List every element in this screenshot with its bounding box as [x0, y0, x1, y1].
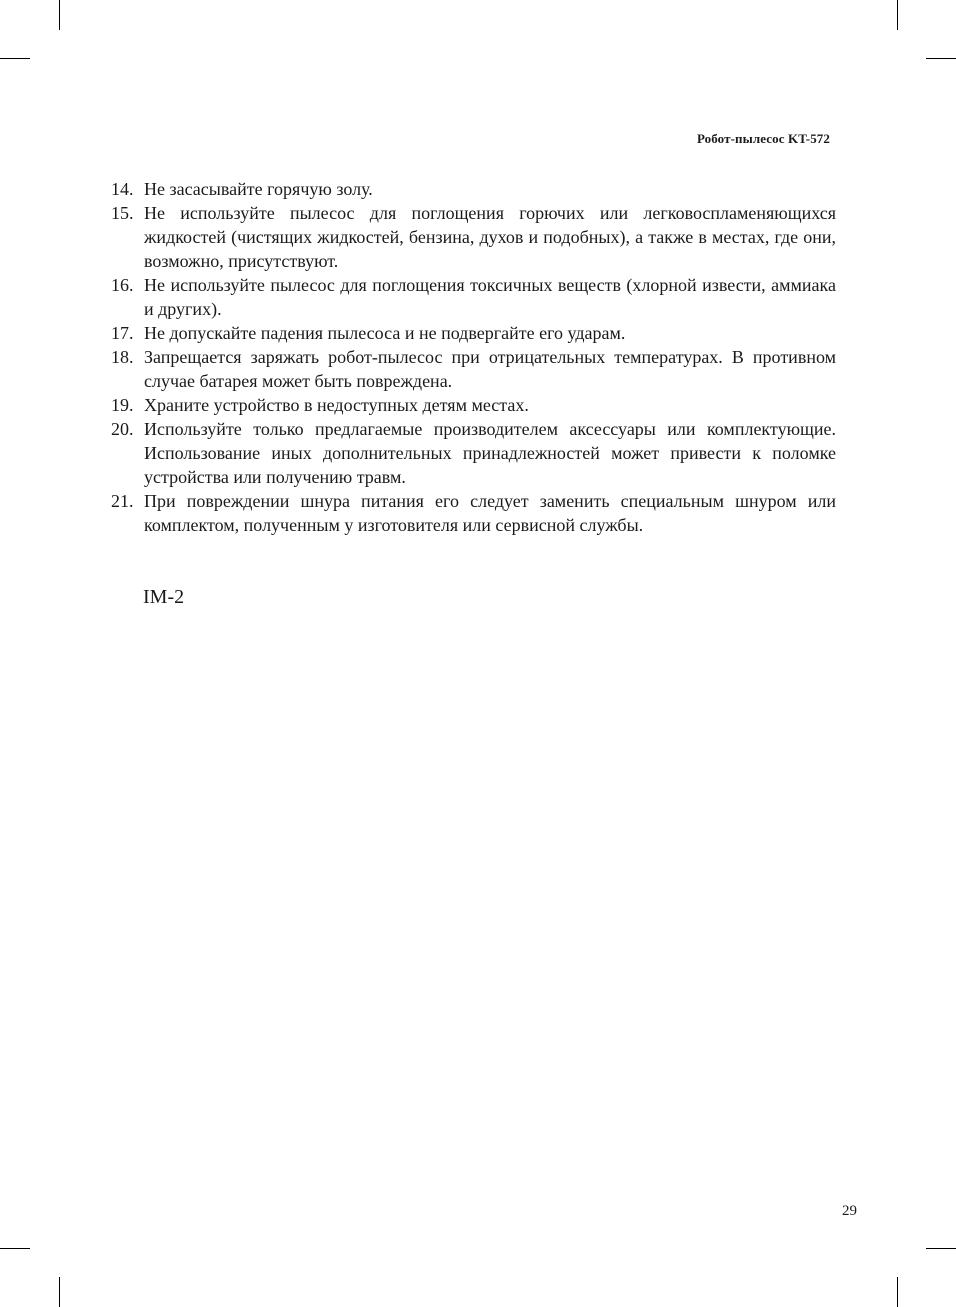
list-item	[111, 345, 836, 393]
rule-text: Не используйте пылесос для поглощения токсичных веществ (хлорной извести, аммиака и других).	[144, 275, 836, 319]
list-item	[111, 417, 836, 489]
rule-text: Не допускайте падения пылесоса и не подвергайте его ударам.	[144, 323, 626, 343]
crop-mark-top-left-vertical	[59, 0, 60, 30]
safety-rules-list	[111, 177, 836, 537]
crop-mark-bottom-right-horizontal	[926, 1248, 956, 1249]
rule-text: Запрещается заряжать робот-пылесос при отрицательных температурах. В противном случае батарея может быть повреждена.	[144, 347, 836, 391]
list-item	[111, 393, 836, 417]
crop-mark-top-right-horizontal	[926, 58, 956, 59]
rule-number: 18.	[111, 347, 134, 367]
crop-mark-bottom-left-vertical	[59, 1277, 60, 1307]
rule-number: 16.	[111, 275, 134, 295]
crop-mark-top-right-vertical	[897, 0, 898, 30]
rule-number: 19.	[111, 395, 134, 415]
rule-number: 21.	[111, 491, 134, 511]
crop-mark-bottom-right-vertical	[897, 1277, 898, 1307]
rule-text: При повреждении шнура питания его следует заменить специальным шнуром или комплектом, полученным у изготовителя или сервисной службы.	[144, 491, 836, 535]
rule-number: 14.	[111, 179, 134, 199]
list-item	[111, 273, 836, 321]
list-item	[111, 321, 836, 345]
rule-text: Не используйте пылесос для поглощения горючих или легковоспламеняющихся жидкостей (чистящих жидкостей, бензина, духов и подобных), а также в местах, где они, возможно, присутствуют.	[144, 203, 836, 271]
list-item	[111, 177, 836, 201]
rule-number: 20.	[111, 419, 134, 439]
model-code: IM-2	[143, 586, 185, 608]
crop-mark-top-left-horizontal	[0, 58, 30, 59]
running-header-title: Робот-пылесос KT-572	[696, 131, 830, 146]
list-item	[111, 489, 836, 537]
rule-number: 17.	[111, 323, 134, 343]
list-item	[111, 201, 836, 273]
page-number: 29	[842, 1203, 857, 1219]
crop-mark-bottom-left-horizontal	[0, 1248, 30, 1249]
rule-number: 15.	[111, 203, 134, 223]
rule-text: Не засасывайте горячую золу.	[144, 179, 373, 199]
rule-text: Используйте только предлагаемые производителем аксессуары или комплектующие. Использование иных дополнительных принадлежностей может привести к поломке устройства или получению травм.	[144, 419, 836, 487]
rule-text: Храните устройство в недоступных детям местах.	[144, 395, 529, 415]
